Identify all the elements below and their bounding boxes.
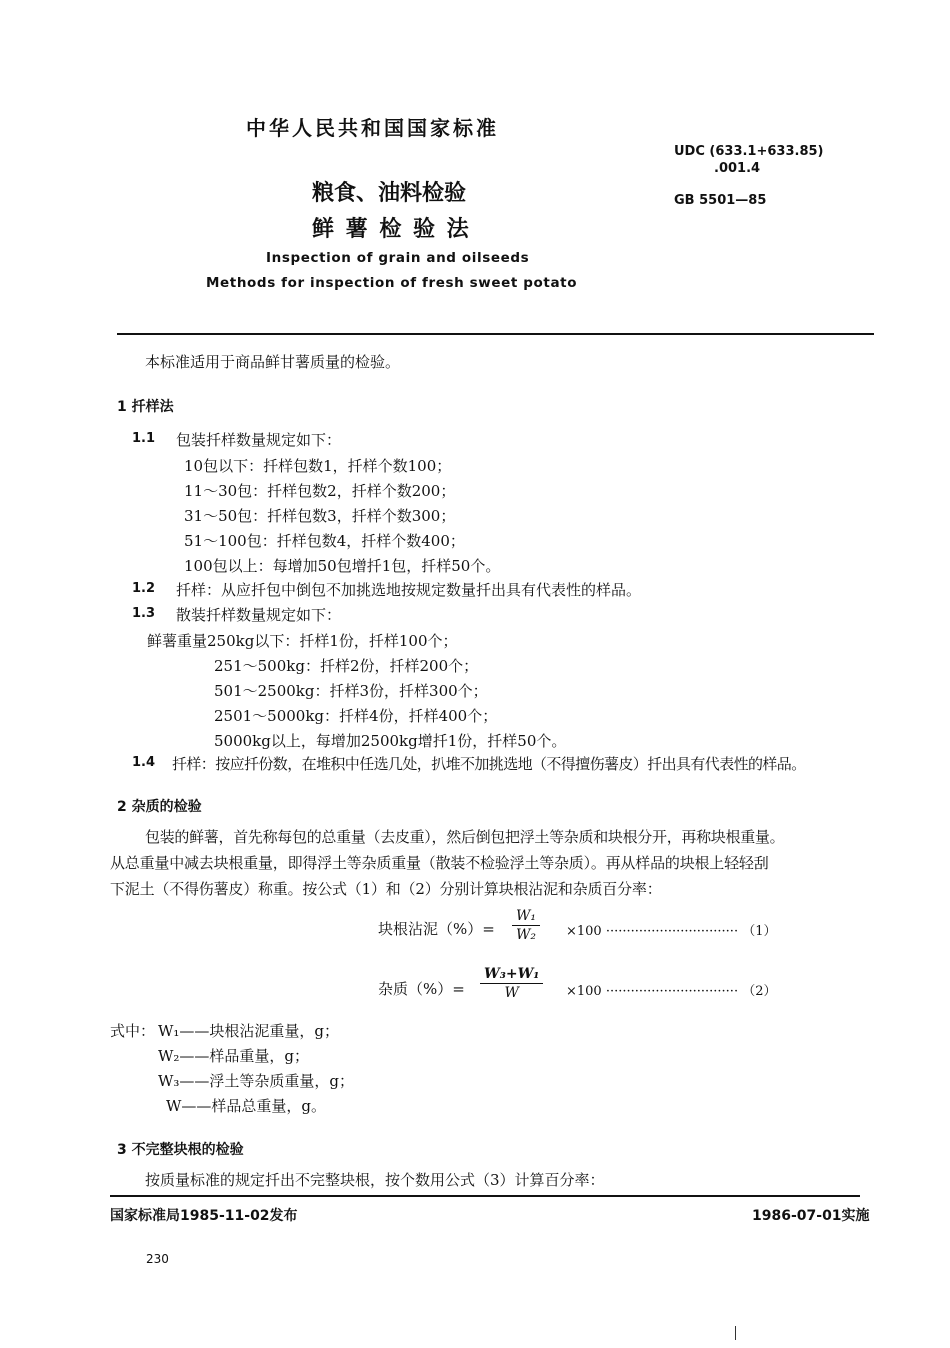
formula-1-fraction xyxy=(512,908,540,943)
paragraph-line: 从总重量中减去块根重量，即得浮土等杂质重量（散装不检验浮土等杂质）。再从样品的块根上轻轻刮 xyxy=(110,854,769,872)
list-item: 31～50包：扦样包数3，扦样个数300； xyxy=(184,507,456,525)
clause-1-1-number: 1.1 xyxy=(132,431,156,446)
list-item: 2501～5000kg：扦样4份，扦样400个； xyxy=(214,707,498,725)
issuing-org: 中华人民共和国国家标准 xyxy=(246,116,499,140)
paragraph-line: 按质量标准的规定扦出不完整块根，按个数用公式（3）计算百分率： xyxy=(145,1171,605,1189)
header-divider xyxy=(117,333,874,335)
list-item: 鲜薯重量250kg以下：扦样1份，扦样100个； xyxy=(147,632,458,650)
issue-date: 国家标准局1985-11-02发布 xyxy=(110,1208,298,1224)
section-2-heading: 2 杂质的检验 xyxy=(117,799,202,815)
formula-1-tail: ×100 ································ （1） xyxy=(566,924,777,939)
section-3-heading: 3 不完整块根的检验 xyxy=(117,1142,244,1158)
variable-definition: W——样品总重量，g。 xyxy=(166,1097,327,1115)
footer-divider xyxy=(110,1195,860,1197)
clause-1-2-number: 1.2 xyxy=(132,581,156,596)
formula-1-denominator: W₂ xyxy=(516,927,537,943)
clause-1-1-text: 包装扦样数量规定如下： xyxy=(176,431,342,449)
udc-code: UDC (633.1+633.85) xyxy=(674,144,824,159)
clause-1-4-number: 1.4 xyxy=(132,755,156,770)
clause-1-3-text: 散装扦样数量规定如下： xyxy=(176,606,342,624)
clause-1-2-text: 扦样：从应扦包中倒包不加挑选地按规定数量扦出具有代表性的样品。 xyxy=(176,581,642,599)
udc-code-cont: .001.4 xyxy=(714,161,761,176)
list-item: 501～2500kg：扦样3份，扦样300个； xyxy=(214,682,488,700)
title-sub: 鲜 薯 检 验 法 xyxy=(312,217,471,242)
formula-1-numerator: W₁ xyxy=(512,908,540,926)
formula-2-denominator: W xyxy=(504,985,519,1001)
intro-text: 本标准适用于商品鲜甘薯质量的检验。 xyxy=(145,353,401,371)
formula-2-tail: ×100 ································ （2） xyxy=(566,984,777,999)
where-label: 式中： xyxy=(110,1022,156,1040)
formula-2-label: 杂质（%）= xyxy=(378,980,465,998)
section-1-heading: 1 扦样法 xyxy=(117,399,174,415)
title-en-1: Inspection of grain and oilseeds xyxy=(266,250,530,266)
clause-1-4-text: 扦样：按应扦份数，在堆积中任选几处，扒堆不加挑选地（不得擅伤薯皮）扦出具有代表性的样品。 xyxy=(172,755,806,773)
effective-date: 1986-07-01实施 xyxy=(752,1208,870,1224)
list-item: 11～30包：扦样包数2，扦样个数200； xyxy=(184,482,456,500)
paragraph-line: 包装的鲜薯，首先称每包的总重量（去皮重），然后倒包把浮土等杂质和块根分开，再称块根重量。 xyxy=(145,828,785,846)
variable-definition: W₃——浮土等杂质重量，g； xyxy=(158,1072,355,1090)
formula-1-label: 块根沾泥（%）= xyxy=(378,920,495,938)
paragraph-line: 下泥土（不得伤薯皮）称重。按公式（1）和（2）分别计算块根沾泥和杂质百分率： xyxy=(110,880,662,898)
list-item: 5000kg以上，每增加2500kg增扦1份，扦样50个。 xyxy=(214,732,567,750)
formula-2-numerator: W₃+W₁ xyxy=(480,966,543,984)
gb-number: GB 5501—85 xyxy=(674,193,767,208)
scan-mark xyxy=(735,1326,736,1340)
variable-definition: W₁——块根沾泥重量，g； xyxy=(158,1022,340,1040)
list-item: 10包以下：扦样包数1，扦样个数100； xyxy=(184,457,452,475)
list-item: 100包以上：每增加50包增扦1包，扦样50个。 xyxy=(184,557,501,575)
clause-1-3-number: 1.3 xyxy=(132,606,156,621)
variable-definition: W₂——样品重量，g； xyxy=(158,1047,310,1065)
title-main: 粮食、油料检验 xyxy=(312,181,467,206)
title-en-2: Methods for inspection of fresh sweet potato xyxy=(206,275,578,291)
list-item: 251～500kg：扦样2份，扦样200个； xyxy=(214,657,479,675)
formula-2-fraction xyxy=(480,966,543,1001)
list-item: 51～100包：扦样包数4，扦样个数400； xyxy=(184,532,465,550)
page-number: 230 xyxy=(146,1252,169,1266)
